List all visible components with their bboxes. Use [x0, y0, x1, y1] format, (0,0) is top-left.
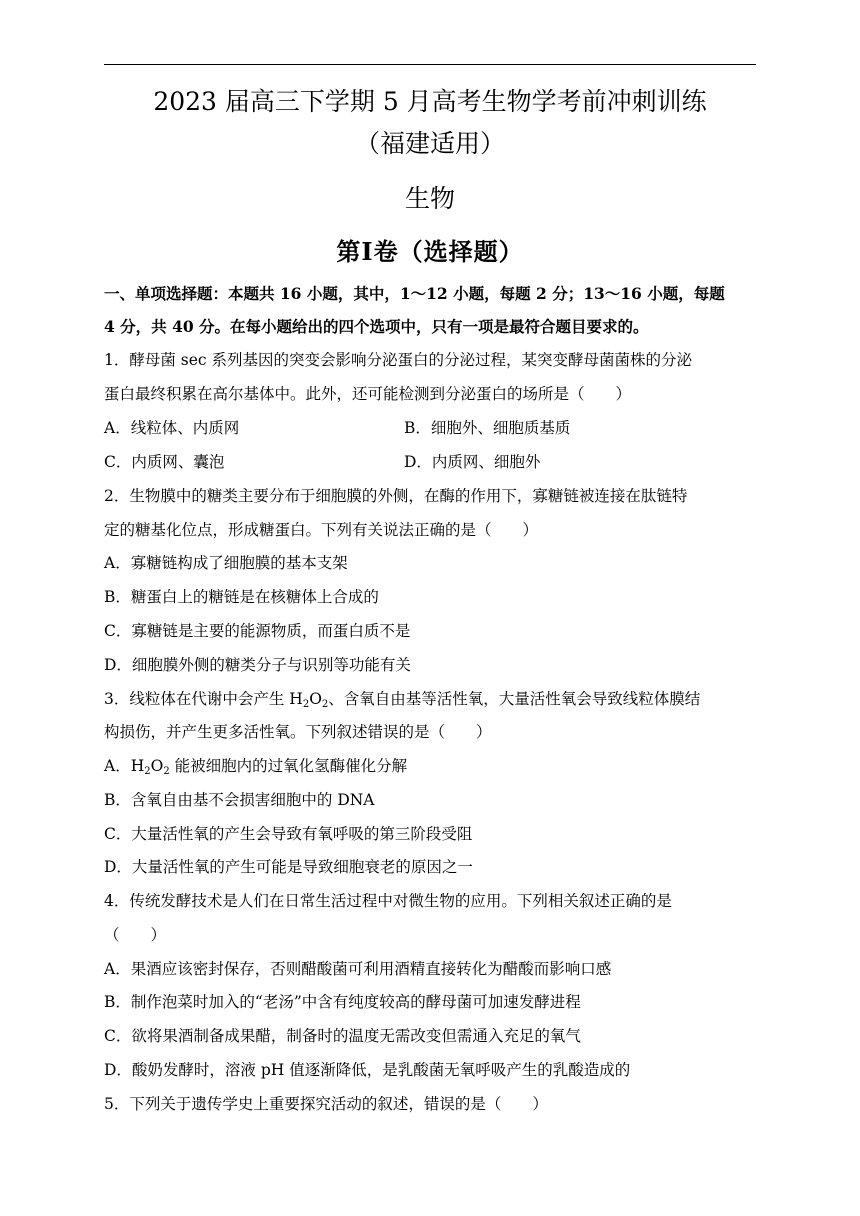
option-b: B．细胞外、细胞质基质 — [404, 419, 571, 437]
option-b: B．制作泡菜时加入的“老汤”中含有纯度较高的酵母菌可加速发酵进程 — [104, 993, 581, 1011]
document-subtitle: （福建适用） — [354, 129, 505, 158]
option-c: C．内质网、囊泡 — [104, 453, 225, 471]
question-stem-line: 构损伤，并产生更多活性氧。下列叙述错误的是（ ） — [104, 723, 492, 741]
option-a: A．$H_2O_2$ 能被细胞内的过氧化氢酶催化分解 — [104, 757, 408, 777]
section-title: 第Ⅰ卷（选择题） — [336, 237, 524, 266]
subject-title: 生物 — [404, 184, 455, 213]
question-stem-line: 4．传统发酵技术是人们在日常生活过程中对微生物的应用。下列相关叙述正确的是 — [104, 892, 672, 910]
option-c: C．大量活性氧的产生会导致有氧呼吸的第三阶段受阻 — [104, 825, 473, 843]
question-stem-line: 3．线粒体在代谢中会产生 $H_2O_2$、含氧自由基等活性氧，大量活性氧会导致线粒体膜结 — [104, 690, 701, 710]
option-d: D．细胞膜外侧的糖类分子与识别等功能有关 — [104, 656, 411, 674]
question-stem-line: 2．生物膜中的糖类主要分布于细胞膜的外侧，在酶的作用下，寡糖链被连接在肽链特 — [104, 487, 688, 505]
option-d: D．内质网、细胞外 — [404, 453, 541, 471]
question-stem-line: （ ） — [104, 926, 167, 944]
header-rule — [104, 64, 756, 65]
option-b: B．糖蛋白上的糖链是在核糖体上合成的 — [104, 588, 379, 606]
instructions-line-2: 4 分，共 40 分。在每小题给出的四个选项中，只有一项是最符合题目要求的。 — [104, 317, 649, 336]
option-a: A．线粒体、内质网 — [104, 419, 240, 437]
instructions-line-1: 一、单项选择题：本题共 16 小题，其中，1～12 小题，每题 2 分；13～16 小题，每题 — [104, 284, 725, 303]
option-c: C．寡糖链是主要的能源物质，而蛋白质不是 — [104, 622, 411, 640]
question-stem-line: 1．酵母菌 sec 系列基因的突变会影响分泌蛋白的分泌过程，某突变酵母菌菌株的分泌 — [104, 351, 693, 369]
option-c: C．欲将果酒制备成果醋，制备时的温度无需改变但需通入充足的氧气 — [104, 1027, 581, 1045]
question-stem-line: 蛋白最终积累在高尔基体中。此外，还可能检测到分泌蛋白的场所是（ ） — [104, 385, 632, 403]
option-d: D．大量活性氧的产生可能是导致细胞衰老的原因之一 — [104, 858, 473, 876]
option-d: D．酸奶发酵时，溶液 pH 值逐渐降低，是乳酸菌无氧呼吸产生的乳酸造成的 — [104, 1061, 631, 1079]
option-a: A．寡糖链构成了细胞膜的基本支架 — [104, 554, 348, 572]
question-stem-line: 5．下列关于遗传学史上重要探究活动的叙述，错误的是（ ） — [104, 1095, 548, 1113]
option-b: B．含氧自由基不会损害细胞中的 DNA — [104, 791, 375, 809]
question-stem-line: 定的糖基化位点，形成糖蛋白。下列有关说法正确的是（ ） — [104, 521, 539, 539]
option-a: A．果酒应该密封保存，否则醋酸菌可利用酒精直接转化为醋酸而影响口感 — [104, 960, 612, 978]
document-title: 2023 届高三下学期 5 月高考生物学考前冲刺训练 — [153, 87, 707, 116]
